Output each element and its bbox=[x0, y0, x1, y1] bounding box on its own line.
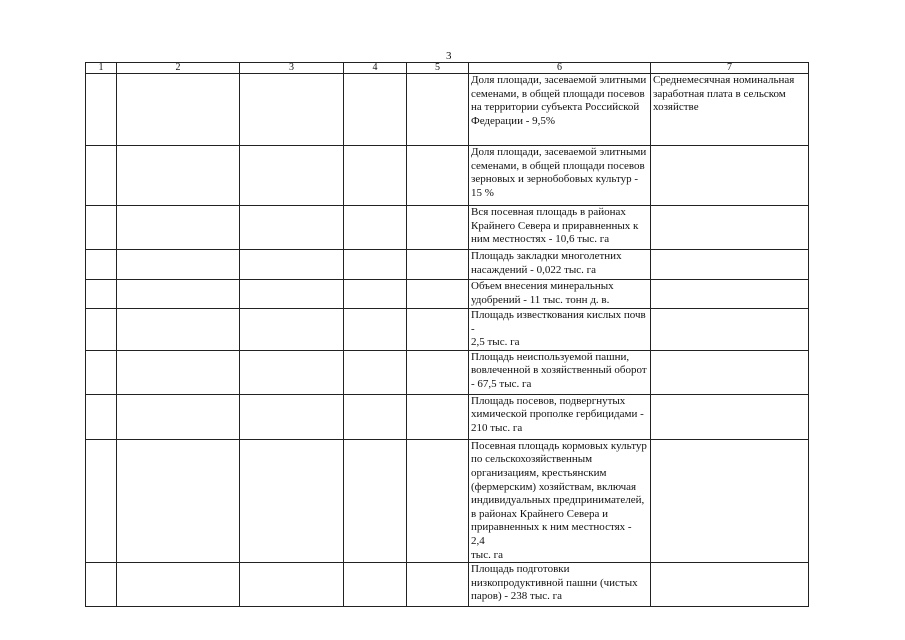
empty-cell bbox=[344, 439, 407, 562]
empty-cell bbox=[344, 250, 407, 280]
table-row bbox=[86, 206, 809, 250]
empty-cell bbox=[117, 394, 240, 439]
empty-cell bbox=[344, 394, 407, 439]
table-row bbox=[86, 74, 809, 146]
indicator-cell-col7 bbox=[651, 563, 809, 607]
indicator-cell: Площадь закладки многолетних насаждений - 0,022 тыс. га bbox=[469, 250, 651, 280]
column-header-5: 5 bbox=[407, 63, 469, 74]
empty-cell bbox=[240, 206, 344, 250]
table-row bbox=[86, 394, 809, 439]
indicator-cell: Доля площади, засеваемой элитными семенами, в общей площади посевов зерновых и зернобобовых культур - 15 % bbox=[469, 146, 651, 206]
table-row bbox=[86, 146, 809, 206]
empty-cell bbox=[240, 394, 344, 439]
empty-cell bbox=[407, 439, 469, 562]
column-header-1: 1 bbox=[86, 63, 117, 74]
empty-cell bbox=[117, 146, 240, 206]
column-header-4: 4 bbox=[344, 63, 407, 74]
empty-cell bbox=[407, 206, 469, 250]
empty-cell bbox=[86, 439, 117, 562]
empty-cell bbox=[240, 563, 344, 607]
indicator-cell: Площадь посевов, подвергнутых химической прополке гербицидами - 210 тыс. га bbox=[469, 394, 651, 439]
empty-cell bbox=[344, 350, 407, 394]
empty-cell bbox=[86, 206, 117, 250]
table-row bbox=[86, 250, 809, 280]
empty-cell bbox=[86, 309, 117, 351]
empty-cell bbox=[117, 206, 240, 250]
empty-cell bbox=[86, 74, 117, 146]
indicator-cell: Площадь неиспользуемой пашни, вовлеченной в хозяйственный оборот - 67,5 тыс. га bbox=[469, 350, 651, 394]
indicator-cell: Площадь подготовки низкопродуктивной пашни (чистых паров) - 238 тыс. га bbox=[469, 563, 651, 607]
table-row bbox=[86, 280, 809, 309]
empty-cell bbox=[407, 146, 469, 206]
indicator-cell-col7 bbox=[651, 309, 809, 351]
empty-cell bbox=[407, 309, 469, 351]
empty-cell bbox=[344, 309, 407, 351]
empty-cell bbox=[86, 350, 117, 394]
indicator-cell-col7 bbox=[651, 146, 809, 206]
indicator-cell-col7 bbox=[651, 250, 809, 280]
empty-cell bbox=[86, 394, 117, 439]
indicator-cell: Площадь известкования кислых почв - 2,5 тыс. га bbox=[469, 309, 651, 351]
empty-cell bbox=[86, 250, 117, 280]
indicator-cell-col7 bbox=[651, 280, 809, 309]
empty-cell bbox=[407, 250, 469, 280]
empty-cell bbox=[117, 350, 240, 394]
indicator-cell-col7 bbox=[651, 394, 809, 439]
indicator-cell: Объем внесения минеральных удобрений - 11 тыс. тонн д. в. bbox=[469, 280, 651, 309]
indicator-cell-col7 bbox=[651, 350, 809, 394]
empty-cell bbox=[86, 146, 117, 206]
empty-cell bbox=[86, 280, 117, 309]
empty-cell bbox=[240, 146, 344, 206]
column-header-2: 2 bbox=[117, 63, 240, 74]
empty-cell bbox=[344, 563, 407, 607]
table-row bbox=[86, 563, 809, 607]
empty-cell bbox=[344, 206, 407, 250]
indicator-cell: Посевная площадь кормовых культур по сельскохозяйственным организациям, крестьянским (фермерским) хозяйствам, включая индивидуальных предпринимателей, в районах Крайнего Севера и приравненных к ним местностях - 2,4 тыс. га bbox=[469, 439, 651, 562]
empty-cell bbox=[117, 250, 240, 280]
column-header-7: 7 bbox=[651, 63, 809, 74]
empty-cell bbox=[240, 350, 344, 394]
empty-cell bbox=[117, 74, 240, 146]
empty-cell bbox=[407, 350, 469, 394]
indicators-table bbox=[85, 62, 809, 607]
empty-cell bbox=[344, 146, 407, 206]
indicator-cell-col7: Среднемесячная номинальная заработная плата в сельском хозяйстве bbox=[651, 74, 809, 146]
empty-cell bbox=[86, 563, 117, 607]
empty-cell bbox=[117, 309, 240, 351]
empty-cell bbox=[240, 74, 344, 146]
column-number-row bbox=[86, 63, 809, 74]
indicator-cell: Доля площади, засеваемой элитными семенами, в общей площади посевов на территории субъекта Российской Федерации - 9,5% bbox=[469, 74, 651, 146]
empty-cell bbox=[117, 563, 240, 607]
empty-cell bbox=[407, 74, 469, 146]
empty-cell bbox=[240, 309, 344, 351]
page-number: 3 bbox=[446, 50, 452, 62]
table-row bbox=[86, 309, 809, 351]
empty-cell bbox=[117, 439, 240, 562]
empty-cell bbox=[407, 563, 469, 607]
empty-cell bbox=[240, 250, 344, 280]
indicator-cell-col7 bbox=[651, 206, 809, 250]
empty-cell bbox=[344, 74, 407, 146]
empty-cell bbox=[240, 280, 344, 309]
table-row bbox=[86, 350, 809, 394]
column-header-6: 6 bbox=[469, 63, 651, 74]
table-row bbox=[86, 439, 809, 562]
column-header-3: 3 bbox=[240, 63, 344, 74]
empty-cell bbox=[344, 280, 407, 309]
empty-cell bbox=[407, 280, 469, 309]
indicator-cell: Вся посевная площадь в районах Крайнего Севера и приравненных к ним местностях - 10,6 тыс. га bbox=[469, 206, 651, 250]
empty-cell bbox=[240, 439, 344, 562]
empty-cell bbox=[117, 280, 240, 309]
indicator-cell-col7 bbox=[651, 439, 809, 562]
empty-cell bbox=[407, 394, 469, 439]
